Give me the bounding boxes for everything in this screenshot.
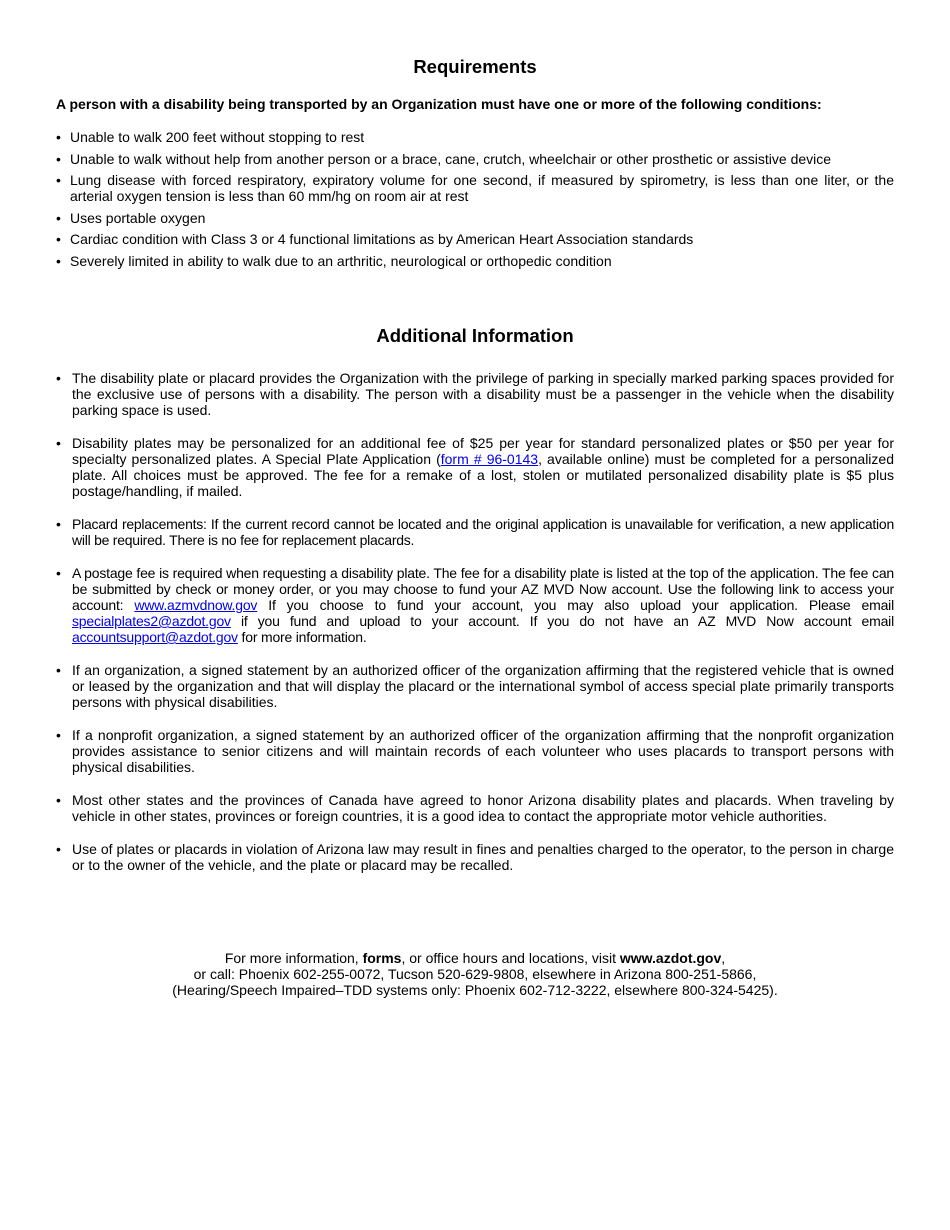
azmvdnow-link[interactable]: www.azmvdnow.gov	[134, 597, 258, 613]
requirements-intro: A person with a disability being transported by an Organization must have one or more of the following conditions:	[56, 96, 822, 112]
footer-line-3: (Hearing/Speech Impaired–TDD systems only: Phoenix 602-712-3222, elsewhere 800-324-5425).	[172, 982, 778, 998]
item-text: If you choose to fund your account, you may also upload your application. Please email	[257, 597, 894, 613]
list-item: • Unable to walk without help from another person or a brace, cane, crutch, wheelchair or other prosthetic or assistive device	[56, 151, 894, 167]
list-item: • Unable to walk 200 feet without stopping to rest	[56, 129, 894, 145]
list-item: • Severely limited in ability to walk due to an arthritic, neurological or orthopedic condition	[56, 253, 894, 269]
list-item: • Cardiac condition with Class 3 or 4 functional limitations as by American Heart Association standards	[56, 231, 894, 247]
additional-info-heading: Additional Information	[376, 325, 574, 346]
list-item	[56, 435, 894, 499]
item-text: if you fund and upload to your account. If you do not have an AZ MVD Now account email	[230, 613, 894, 629]
item-text: Disability plates may be personalized for an additional fee of $25 per year for standard personalized plates or $50 per year for specialty personalized plates. A Special Plate Application (	[72, 435, 894, 467]
list-item	[56, 565, 894, 645]
list-item: • Most other states and the provinces of Canada have agreed to honor Arizona disability plates and placards. When traveling by vehicle in other states, provinces or foreign countries, it is a good idea to contact the appropriate motor vehicle authorities.	[56, 792, 894, 824]
form-96-0143-link[interactable]: form # 96-0143	[440, 451, 539, 467]
requirements-heading: Requirements	[413, 56, 537, 77]
list-item: • Use of plates or placards in violation of Arizona law may result in fines and penalties charged to the operator, to the person in charge or to the owner of the vehicle, and the plate or placard may be recalled.	[56, 841, 894, 873]
list-item: • Lung disease with forced respiratory, expiratory volume for one second, if measured by spirometry, is less than one liter, or the arterial oxygen tension is less than 60 mm/hg on room air at rest	[56, 172, 894, 204]
footer-line-2: or call: Phoenix 602-255-0072, Tucson 520-629-9808, elsewhere in Arizona 800-251-5866,	[193, 966, 757, 982]
accountsupport-email-link[interactable]: accountsupport@azdot.gov	[72, 629, 238, 645]
list-item: • Uses portable oxygen	[56, 210, 894, 226]
specialplates-email-link[interactable]: specialplates2@azdot.gov	[72, 613, 231, 629]
footer-text: For more information,	[224, 950, 363, 966]
website-text: www.azdot.gov	[619, 950, 722, 966]
list-item: • If an organization, a signed statement by an authorized officer of the organization affirming that the registered vehicle that is owned or leased by the organization and that will display the placard or the international symbol of access special plate primarily transports persons with physical disabilities.	[56, 662, 894, 710]
requirements-list	[56, 129, 894, 275]
list-item: • Placard replacements: If the current record cannot be located and the original application is unavailable for verification, a new application will be required. There is no fee for replacement placards.	[56, 516, 894, 548]
item-text: A postage fee is required when requesting a disability plate. The fee for a disability plate is listed at the top of the application. The fee can be submitted by check or money order, or you may choose to fund your AZ MVD Now account. Use the following link to access your account:	[72, 565, 894, 613]
footer-text: , or office hours and locations, visit	[401, 950, 620, 966]
footer-line-1	[0, 950, 950, 966]
list-item: • If a nonprofit organization, a signed statement by an authorized officer of the organization affirming that the nonprofit organization provides assistance to senior citizens and will maintain records of each volunteer who uses placards to transport persons with physical disabilities.	[56, 727, 894, 775]
footer-text: ,	[721, 950, 726, 966]
forms-text: forms	[362, 950, 402, 966]
item-text: , available online) must be completed for a personalized plate. All choices must be approved. The fee for a remake of a lost, stolen or mutilated personalized disability plate is $5 plus postage/handling, if mailed.	[72, 451, 894, 499]
additional-info-list	[56, 370, 894, 890]
item-text: for more information.	[237, 629, 367, 645]
list-item: • The disability plate or placard provides the Organization with the privilege of parking in specially marked parking spaces provided for the exclusive use of persons with a disability. The person with a disability must be a passenger in the vehicle when the disability parking space is used.	[56, 370, 894, 418]
contact-footer	[0, 950, 950, 998]
